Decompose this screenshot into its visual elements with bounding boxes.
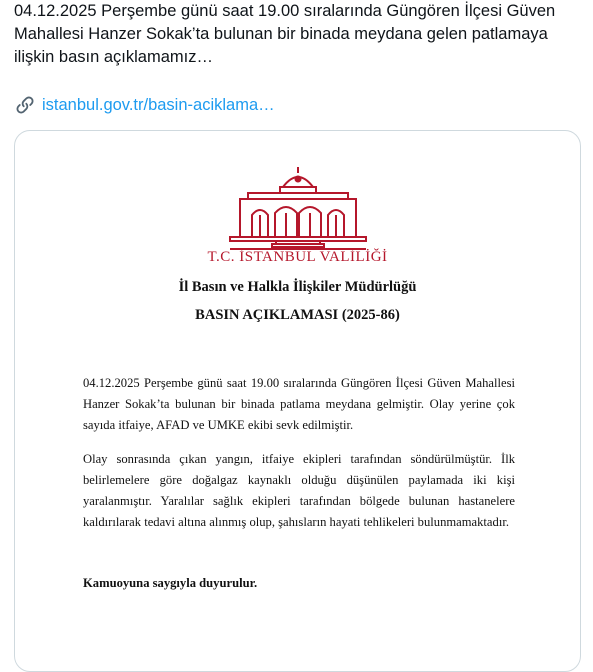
link-preview-card[interactable]	[14, 130, 581, 672]
closing-statement: Kamuoyuna saygıyla duyurulur.	[83, 576, 258, 590]
tweet-link-text: istanbul.gov.tr/basin-aciklama…	[42, 95, 275, 114]
tweet-text: 04.12.2025 Perşembe günü saat 19.00 sıralarında Güngören İlçesi Güven Mahallesi Hanzer Sokak’ta bulunan bir binada meydana gelen patlamaya ilişkin basın açıklamamız…	[14, 2, 556, 66]
paragraph-1: 04.12.2025 Perşembe günü saat 19.00 sıralarında Güngören İlçesi Güven Mahallesi Hanzer Sokak’ta bulunan bir binada patlama meydana gelmiştir. Olay yerine çok sayıda itfaiye, AFAD ve UMKE ekibi sevk edilmiştir.	[83, 376, 515, 432]
press-release-title: BASIN AÇIKLAMASI (2025-86)	[195, 307, 400, 323]
press-release-document	[15, 131, 580, 671]
department-name: İl Basın ve Halkla İlişkiler Müdürlüğü	[178, 279, 417, 295]
tweet-link[interactable]	[14, 94, 275, 116]
paragraph-2: Olay sonrasında çıkan yangın, itfaiye ekipleri tarafından söndürülmüştür. İlk belirlemelere göre doğalgaz kaynaklı olduğu düşünülen paylamada iki kişi yaralanmıştır. Yaralılar sağlık ekipleri tarafından bölgede bulunan hastanelere kaldırılarak tedavi altına alınmış olup, şahısların hayati tehlikeleri bulunmamaktadır.	[83, 452, 515, 529]
governorship-building-logo	[228, 165, 368, 285]
link-icon	[14, 94, 36, 116]
institution-name: T.C. İSTANBUL VALİLİĞİ	[207, 249, 388, 265]
